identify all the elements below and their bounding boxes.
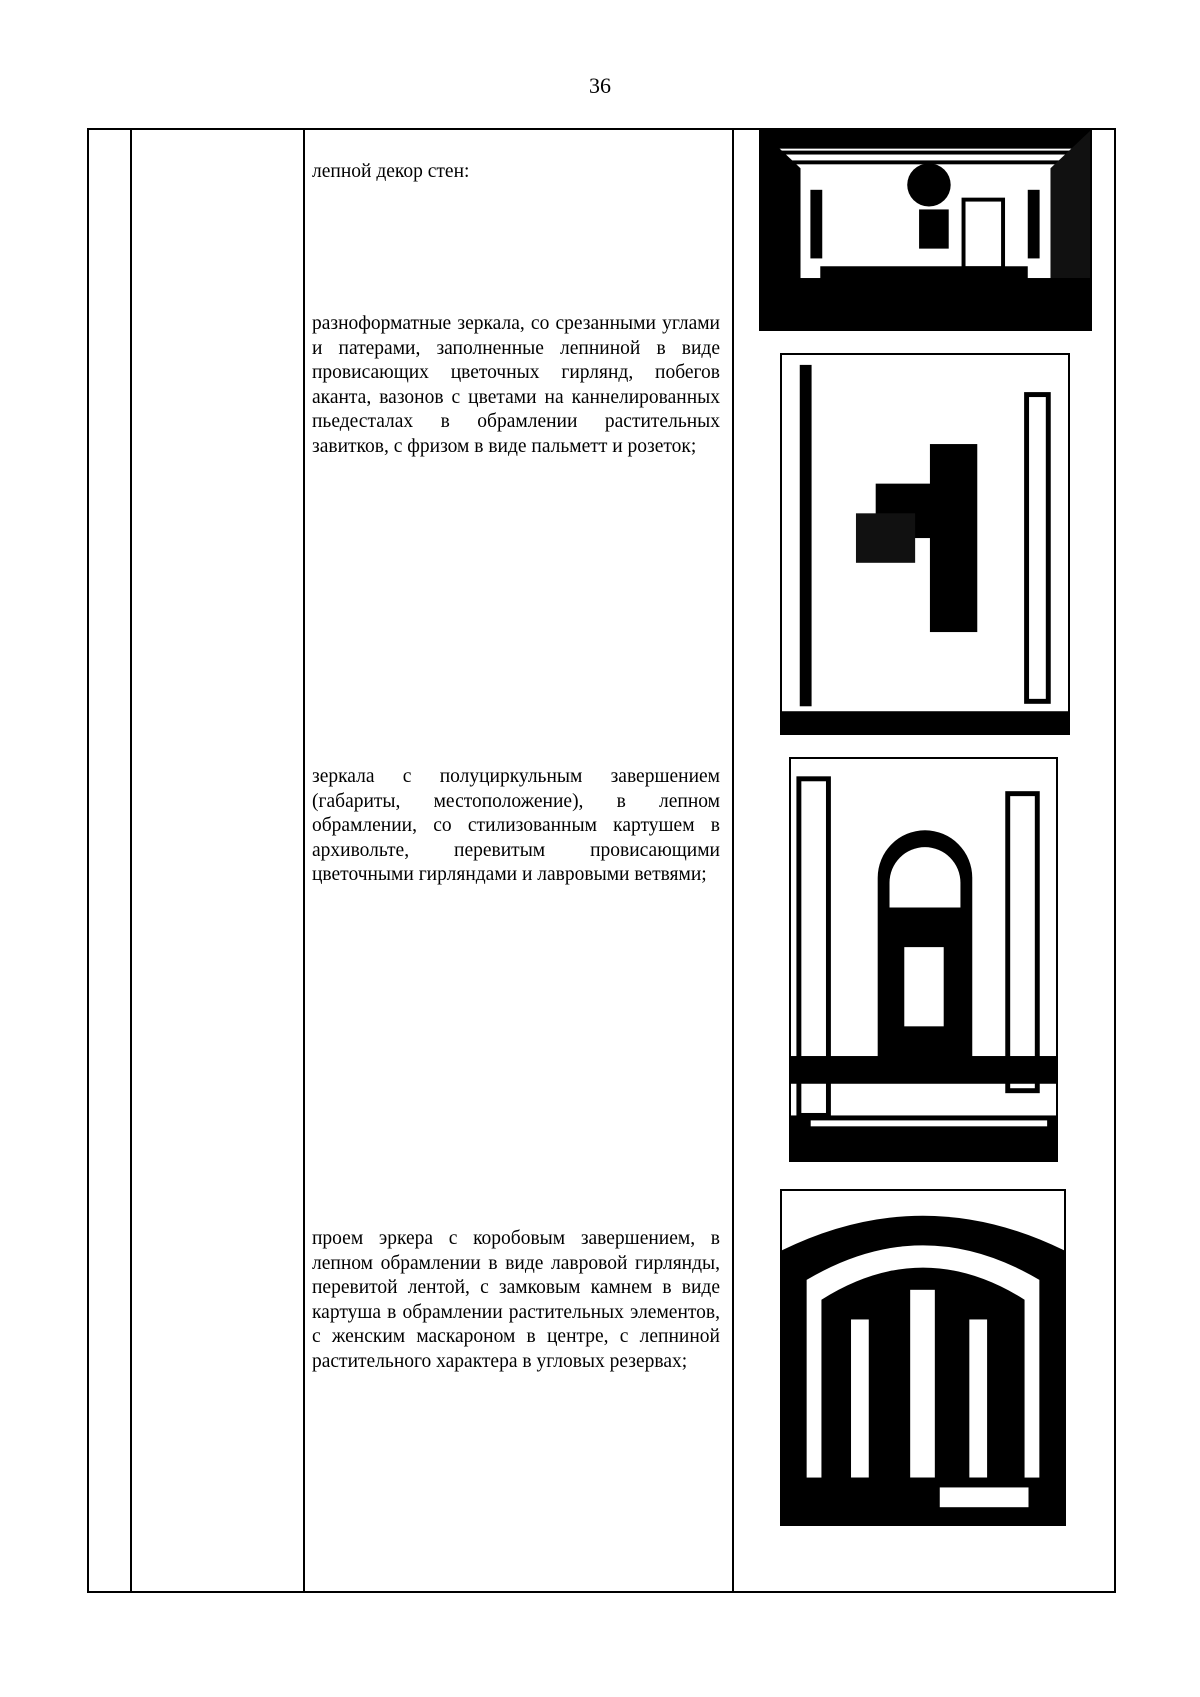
table-cell-description: [312, 1227, 720, 1374]
bay-window-arch-photo: [780, 1189, 1066, 1526]
table-cell-description: [312, 160, 720, 185]
wall-mirrors-photo: [780, 353, 1070, 735]
hall-interior-photo: [759, 129, 1092, 331]
table-column-divider: [130, 130, 132, 1591]
table-cell-description: [312, 312, 720, 459]
page-number: 36: [589, 73, 611, 98]
arched-mirror-photo: [789, 757, 1058, 1162]
table-column-divider: [732, 130, 734, 1591]
description-text: лепной декор стен:: [312, 161, 470, 182]
table-column-divider: [303, 130, 305, 1591]
description-text: разноформатные зеркала, со срезанными углами и патерами, заполненные лепниной в виде провисающих цветочных гирлянд, побегов аканта, вазонов с цветами на каннелированных пьедесталах в обрамлении растительных завитков, с фризом в виде пальметт и розеток;: [312, 313, 720, 457]
description-text: проем эркера с коробовым завершением, в лепном обрамлении в виде лавровой гирлянды, перевитой лентой, с замковым камнем в виде картуша в обрамлении растительных элементов, с женским маскароном в центре, с лепниной растительного характера в угловых резервах;: [312, 1228, 720, 1372]
description-text: зеркала с полуциркульным завершением (габариты, местоположение), в лепном обрамлении, со стилизованным картушем в архивольте, перевитым провисающими цветочными гирляндами и лавровыми ветвями;: [312, 766, 720, 885]
table-cell-description: [312, 765, 720, 888]
